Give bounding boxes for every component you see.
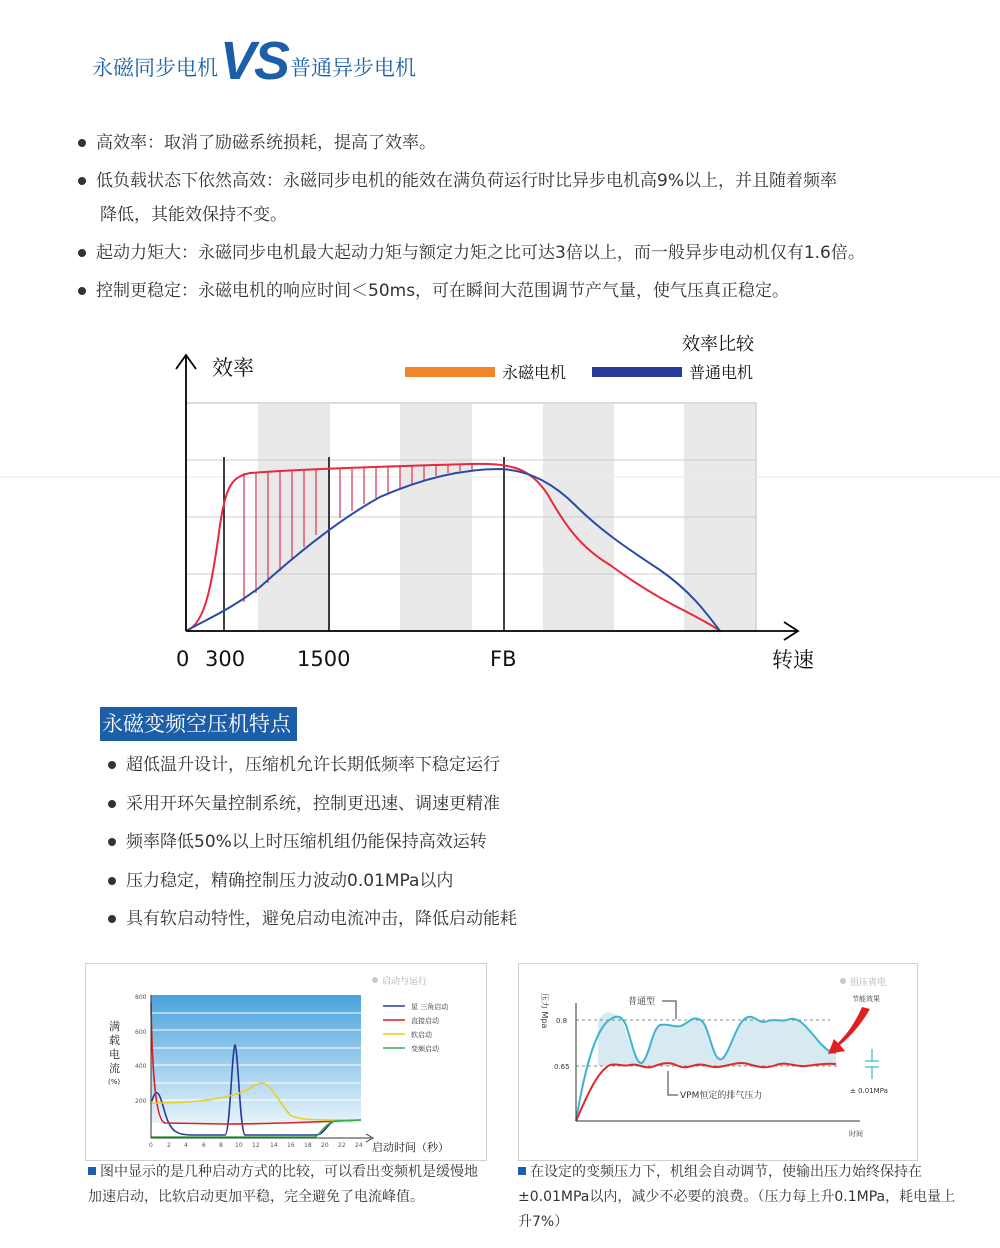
y-tick: 800 — [135, 994, 147, 1001]
caption-square-icon — [88, 1167, 96, 1175]
svg-text:(%): (%) — [108, 1078, 121, 1086]
svg-text:星 三角启动: 星 三角启动 — [411, 1003, 449, 1011]
legend-swatch-pm — [405, 367, 495, 377]
x-axis-label: 时间 — [849, 1130, 863, 1138]
y-tick: 400 — [135, 1063, 147, 1070]
chart-title: 效率比较 — [682, 334, 754, 355]
svg-text:4: 4 — [184, 1142, 188, 1149]
svg-text:18: 18 — [304, 1142, 312, 1149]
svg-text:满: 满 — [109, 1020, 120, 1033]
x-tick: 1500 — [297, 647, 351, 671]
feature-list — [108, 752, 808, 945]
x-tick: FB — [490, 647, 517, 671]
plot-area — [151, 995, 361, 1123]
legend-swatch-ordinary — [592, 367, 682, 377]
page-title — [92, 28, 417, 91]
svg-text:14: 14 — [270, 1142, 278, 1149]
feature-item: 超低温升设计，压缩机允许长期低频率下稳定运行 — [108, 752, 808, 778]
svg-text:8: 8 — [219, 1142, 223, 1149]
x-axis-label: 转速 — [772, 648, 814, 672]
caption-square-icon — [518, 1167, 526, 1175]
pressure-chart — [518, 963, 920, 1161]
advantage-item: 低负载状态下依然高效：永磁同步电机的能效在满负荷运行时比异步电机高9%以上，并且随着频率 — [78, 168, 958, 194]
bullet-dot — [78, 249, 86, 257]
bullet-dot — [78, 177, 86, 185]
caption-startup: 图中显示的是几种启动方式的比较，可以看出变频机是缓慢地加速启动，比软启动更加平稳，完全避免了电流峰值。 — [88, 1164, 478, 1205]
bullet-dot — [108, 877, 116, 885]
advantage-item-continued: 降低，其能效保持不变。 — [100, 205, 287, 225]
bullet-dot — [108, 915, 116, 923]
figure-tag: 徂压省电 — [850, 978, 887, 988]
svg-text:20: 20 — [321, 1142, 329, 1149]
svg-text:流: 流 — [109, 1062, 120, 1075]
figure-tag: 启动与运行 — [382, 977, 428, 987]
x-tick: 300 — [205, 647, 246, 671]
svg-text:软启动: 软启动 — [411, 1031, 432, 1039]
label-saving: 节能效果 — [852, 995, 880, 1003]
section-heading: 永磁变频空压机特点 — [100, 707, 297, 741]
advantage-item: 控制更稳定：永磁电机的响应时间＜50ms，可在瞬间大范围调节产气量，使气压真正稳定。 — [78, 278, 958, 304]
advantage-item: 起动力矩大：永磁同步电机最大起动力矩与额定力矩之比可达3倍以上，而一般异步电动机仅有1.6倍。 — [78, 240, 958, 266]
svg-text:0: 0 — [149, 1142, 153, 1149]
label-tolerance: ± 0.01MPa — [850, 1087, 888, 1095]
feature-item: 频率降低50%以上时压缩机组仍能保持高效运转 — [108, 829, 808, 855]
svg-text:22: 22 — [338, 1142, 346, 1149]
y-axis-label: 效率 — [212, 356, 254, 380]
svg-text:电: 电 — [109, 1048, 120, 1061]
caption-pressure: 在设定的变频压力下，机组会自动调节，使输出压力始终保持在±0.01MPa以内，减少不必要的浪费。（压力每上升0.1MPa，耗电量上升7%） — [518, 1164, 956, 1230]
svg-text:16: 16 — [287, 1142, 295, 1149]
advantage-list — [78, 130, 958, 316]
y-axis-label: 压力 Mpa — [540, 993, 549, 1029]
title-right: 普通异步电机 — [290, 56, 417, 80]
x-tick: 0 — [176, 647, 190, 671]
svg-text:2: 2 — [167, 1142, 171, 1149]
y-tick: 200 — [135, 1098, 147, 1105]
label-vpm: VPM恒定的排气压力 — [680, 1091, 763, 1101]
bullet-dot — [108, 838, 116, 846]
feature-item: 压力稳定，精确控制压力波动0.01MPa以内 — [108, 868, 808, 894]
efficiency-chart — [0, 325, 1000, 685]
startup-current-chart — [85, 963, 487, 1161]
bullet-dot — [78, 139, 86, 147]
svg-text:10: 10 — [235, 1142, 243, 1149]
svg-text:载: 载 — [109, 1034, 120, 1047]
bullet-dot — [108, 761, 116, 769]
svg-text:24: 24 — [355, 1142, 363, 1149]
x-axis-label: 启动时间（秒） — [372, 1141, 449, 1154]
label-normal: 普通型 — [628, 997, 656, 1007]
svg-text:6: 6 — [202, 1142, 206, 1149]
y-tick: 0.8 — [556, 1017, 568, 1025]
tag-dot — [840, 978, 846, 984]
legend-label-ordinary: 普通电机 — [689, 363, 754, 382]
tag-dot — [372, 977, 378, 983]
y-tick: 600 — [135, 1029, 147, 1036]
title-vs: VS — [220, 31, 289, 91]
advantage-item: 高效率：取消了励磁系统损耗，提高了效率。 — [78, 130, 958, 156]
title-left: 永磁同步电机 — [92, 56, 218, 80]
legend-label-pm: 永磁电机 — [502, 363, 567, 382]
svg-text:变频启动: 变频启动 — [411, 1045, 439, 1053]
feature-item: 具有软启动特性，避免启动电流冲击，降低启动能耗 — [108, 906, 808, 932]
svg-text:12: 12 — [252, 1142, 260, 1149]
feature-item: 采用开环矢量控制系统，控制更迅速、调速更精准 — [108, 791, 808, 817]
svg-text:直接启动: 直接启动 — [411, 1017, 439, 1025]
bullet-dot — [78, 287, 86, 295]
y-tick: 0.65 — [554, 1063, 570, 1071]
bullet-dot — [108, 800, 116, 808]
